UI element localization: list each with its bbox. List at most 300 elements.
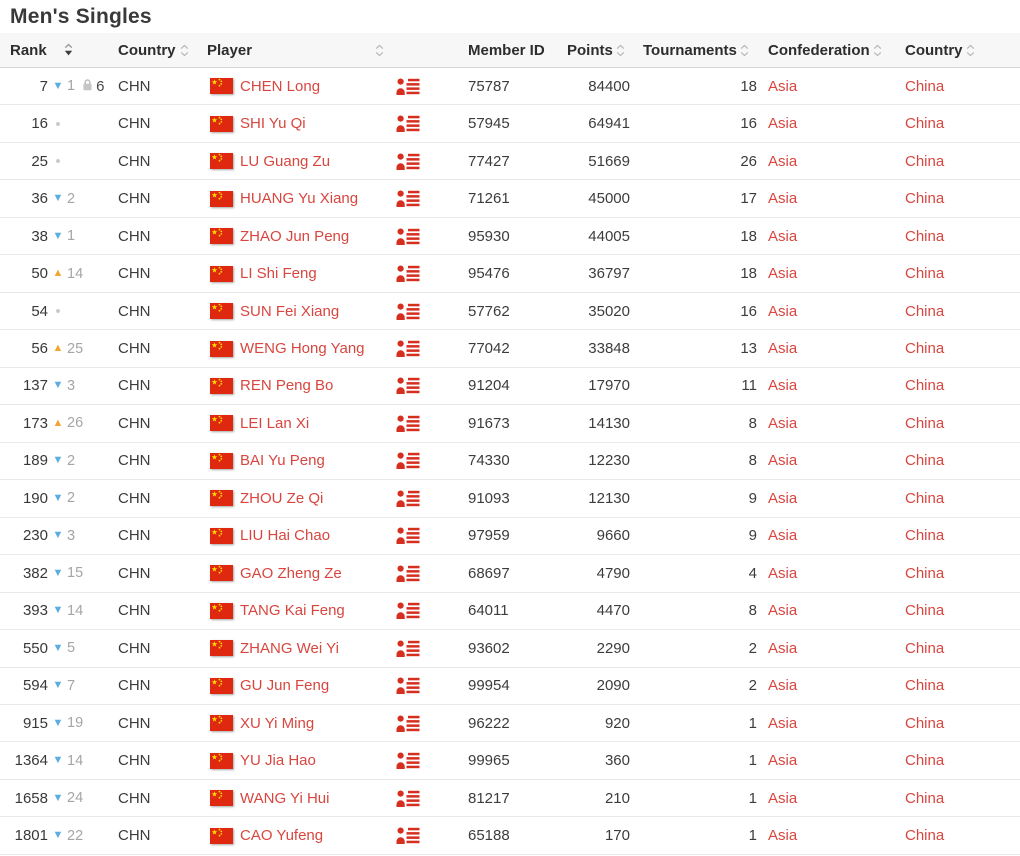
player-cell [203, 705, 456, 741]
player-cell [203, 443, 456, 479]
rank-change-value: 7 [67, 677, 76, 694]
rank-cell [0, 330, 110, 366]
rank-number: 1658 [14, 789, 48, 807]
country-cell [897, 780, 1020, 816]
rank-change-indicator: ▼ [52, 791, 64, 804]
player-cell [203, 68, 456, 104]
points: 33848 [588, 340, 630, 358]
confederation-cell [760, 330, 897, 366]
player-name-link[interactable]: HUANG Yu Xiang [240, 190, 359, 208]
points: 51669 [588, 152, 630, 170]
rank-number: 230 [22, 527, 48, 545]
country-link[interactable]: China [905, 340, 945, 358]
rank-number: 594 [22, 677, 48, 695]
tournaments: 18 [740, 77, 757, 95]
rank-change-indicator: ▼ [52, 829, 64, 842]
confederation-cell [760, 518, 897, 554]
points: 4470 [596, 602, 630, 620]
sort-icon[interactable] [375, 44, 384, 57]
points: 36797 [588, 265, 630, 283]
player-name-link[interactable]: SUN Fei Xiang [240, 302, 340, 320]
member-id: 99965 [468, 752, 510, 770]
rank-number: 56 [31, 340, 48, 358]
member-id: 97959 [468, 527, 510, 545]
rank-change-indicator [51, 159, 65, 163]
member-id: 68697 [468, 564, 510, 582]
country-cell [897, 368, 1020, 404]
rank-change-indicator: ▲ [52, 267, 64, 280]
country-link[interactable]: China [905, 227, 945, 245]
table-row [0, 480, 1020, 517]
china-flag-icon [210, 116, 233, 132]
player-name-link[interactable]: CAO Yufeng [240, 827, 324, 845]
tournaments: 18 [740, 265, 757, 283]
points: 45000 [588, 190, 630, 208]
player-name-link[interactable]: SHI Yu Qi [240, 115, 306, 133]
rank-change-indicator: ▼ [52, 529, 64, 542]
confederation-link[interactable]: Asia [768, 752, 798, 770]
country-code: CHN [118, 752, 151, 770]
rank-cell [0, 368, 110, 404]
member-id: 75787 [468, 77, 510, 95]
player-profile-icon[interactable] [396, 527, 420, 544]
china-flag-icon [210, 828, 233, 844]
column-header-country-code[interactable] [110, 33, 203, 67]
table-row [0, 143, 1020, 180]
country-code: CHN [118, 265, 151, 283]
country-link[interactable]: China [905, 190, 945, 208]
player-name-link[interactable]: REN Peng Bo [240, 377, 334, 395]
confederation-link[interactable]: Asia [768, 265, 798, 283]
sort-icon[interactable] [180, 44, 189, 57]
confederation-link[interactable]: Asia [768, 227, 798, 245]
country-code: CHN [118, 115, 151, 133]
country-link[interactable]: China [905, 752, 945, 770]
table-row [0, 405, 1020, 442]
china-flag-icon [210, 78, 233, 94]
player-profile-icon[interactable] [396, 452, 420, 469]
country-cell [897, 705, 1020, 741]
player-profile-icon[interactable] [396, 640, 420, 657]
confederation-cell [760, 705, 897, 741]
rank-number: 382 [22, 564, 48, 582]
player-cell [203, 518, 456, 554]
member-id: 93602 [468, 639, 510, 657]
rank-cell [0, 555, 110, 591]
player-profile-icon[interactable] [396, 265, 420, 282]
player-profile-icon[interactable] [396, 827, 420, 844]
table-row [0, 742, 1020, 779]
country-link[interactable]: China [905, 452, 945, 470]
table-row [0, 593, 1020, 630]
player-name-link[interactable]: GU Jun Feng [240, 677, 330, 695]
no-change-dot [56, 159, 60, 163]
player-name-link[interactable]: CHEN Long [240, 77, 321, 95]
confederation-link[interactable]: Asia [768, 115, 798, 133]
confederation-cell [760, 480, 897, 516]
rank-change-indicator: ▼ [52, 641, 64, 654]
tournaments: 9 [748, 489, 757, 507]
table-row [0, 330, 1020, 367]
confederation-cell [760, 105, 897, 141]
china-flag-icon [210, 528, 233, 544]
player-cell [203, 593, 456, 629]
rank-number: 38 [31, 227, 48, 245]
column-label: Points [567, 41, 613, 59]
country-code: CHN [118, 489, 151, 507]
rank-change-indicator: ▼ [52, 491, 64, 504]
country-cell [897, 518, 1020, 554]
country-cell [897, 668, 1020, 704]
player-name-link[interactable]: ZHOU Ze Qi [240, 489, 324, 507]
rank-change-value: 24 [67, 790, 84, 807]
confederation-link[interactable]: Asia [768, 77, 798, 95]
rank-change-indicator: ▼ [52, 754, 64, 767]
table-row [0, 555, 1020, 592]
rank-cell [0, 518, 110, 554]
china-flag-icon [210, 341, 233, 357]
sort-icon[interactable] [740, 44, 749, 57]
rank-change-indicator: ▲ [52, 342, 64, 355]
column-label: Country [905, 41, 963, 59]
column-header-tournaments[interactable] [632, 33, 760, 67]
member-id: 65188 [468, 827, 510, 845]
sort-icon[interactable] [616, 44, 625, 57]
confederation-cell [760, 218, 897, 254]
points: 17970 [588, 377, 630, 395]
country-link[interactable]: China [905, 377, 945, 395]
rank-change-value: 2 [67, 190, 76, 207]
confederation-link[interactable]: Asia [768, 340, 798, 358]
member-id: 96222 [468, 714, 510, 732]
country-cell [897, 105, 1020, 141]
country-cell [897, 293, 1020, 329]
column-header-player[interactable] [203, 33, 456, 67]
rank-change-indicator: ▼ [52, 716, 64, 729]
confederation-cell [760, 742, 897, 778]
member-id: 91673 [468, 414, 510, 432]
player-profile-icon[interactable] [396, 340, 420, 357]
china-flag-icon [210, 678, 233, 694]
player-profile-icon[interactable] [396, 677, 420, 694]
country-code: CHN [118, 302, 151, 320]
table-row [0, 180, 1020, 217]
member-id: 64011 [468, 602, 509, 620]
sort-icon[interactable] [966, 44, 975, 57]
tournaments: 13 [740, 340, 757, 358]
player-cell [203, 105, 456, 141]
sort-active-icon[interactable] [63, 43, 74, 57]
column-label: Tournaments [643, 41, 737, 59]
country-code: CHN [118, 452, 151, 470]
tournaments: 2 [748, 677, 757, 695]
player-cell [203, 368, 456, 404]
rank-change-value: 15 [67, 565, 84, 582]
rank-change-value: 5 [67, 640, 76, 657]
points: 12130 [588, 489, 630, 507]
country-code: CHN [118, 639, 151, 657]
rank-change-value: 1 [67, 228, 76, 245]
player-name-link[interactable]: BAI Yu Peng [240, 452, 325, 470]
rank-change-value: 14 [67, 752, 84, 769]
player-name-link[interactable]: XU Yi Ming [240, 714, 315, 732]
rank-change-value: 14 [67, 265, 84, 282]
country-link[interactable]: China [905, 564, 945, 582]
confederation-cell [760, 555, 897, 591]
country-link[interactable]: China [905, 115, 945, 133]
confederation-link[interactable]: Asia [768, 789, 798, 807]
china-flag-icon [210, 266, 233, 282]
country-code: CHN [118, 714, 151, 732]
country-code: CHN [118, 827, 151, 845]
player-profile-icon[interactable] [396, 228, 420, 245]
tournaments: 9 [748, 527, 757, 545]
rank-change-value: 26 [67, 415, 84, 432]
rank-number: 1364 [14, 752, 48, 770]
rank-change-value: 2 [67, 490, 76, 507]
column-label: Rank [10, 41, 47, 59]
country-cell [897, 143, 1020, 179]
country-cell [897, 817, 1020, 853]
member-id: 95930 [468, 227, 510, 245]
player-name-link[interactable]: WENG Hong Yang [240, 340, 365, 358]
confederation-cell [760, 293, 897, 329]
confederation-link[interactable]: Asia [768, 827, 798, 845]
country-code: CHN [118, 527, 151, 545]
points: 44005 [588, 227, 630, 245]
country-cell [897, 405, 1020, 441]
confederation-link[interactable]: Asia [768, 639, 798, 657]
country-code: CHN [118, 564, 151, 582]
player-name-link[interactable]: LI Shi Feng [240, 265, 317, 283]
rank-cell [0, 218, 110, 254]
player-name-link[interactable]: TANG Kai Feng [240, 602, 345, 620]
country-code: CHN [118, 152, 151, 170]
player-profile-icon[interactable] [396, 490, 420, 507]
player-name-link[interactable]: ZHANG Wei Yi [240, 639, 339, 657]
column-header-member-id[interactable] [456, 33, 560, 67]
rank-change-indicator: ▲ [52, 416, 64, 429]
confederation-cell [760, 443, 897, 479]
column-header-country[interactable] [897, 33, 1020, 67]
country-link[interactable]: China [905, 77, 945, 95]
member-id: 77042 [468, 340, 510, 358]
confederation-link[interactable]: Asia [768, 602, 798, 620]
player-cell [203, 330, 456, 366]
china-flag-icon [210, 715, 233, 731]
rank-cell [0, 68, 110, 104]
rank-number: 915 [22, 714, 48, 732]
country-cell [897, 742, 1020, 778]
china-flag-icon [210, 790, 233, 806]
column-header-points[interactable] [560, 33, 632, 67]
country-code: CHN [118, 190, 151, 208]
rank-change-value: 25 [67, 340, 84, 357]
confederation-cell [760, 180, 897, 216]
table-row [0, 368, 1020, 405]
player-name-link[interactable]: LIU Hai Chao [240, 527, 331, 545]
china-flag-icon [210, 303, 233, 319]
confederation-link[interactable]: Asia [768, 190, 798, 208]
table-row [0, 780, 1020, 817]
country-link[interactable]: China [905, 789, 945, 807]
country-code: CHN [118, 340, 151, 358]
rank-cell [0, 742, 110, 778]
country-link[interactable]: China [905, 827, 945, 845]
china-flag-icon [210, 640, 233, 656]
player-profile-icon[interactable] [396, 303, 420, 320]
country-link[interactable]: China [905, 639, 945, 657]
confederation-cell [760, 630, 897, 666]
lock-icon [82, 78, 93, 95]
rank-change-value: 2 [67, 452, 76, 469]
country-link[interactable]: China [905, 714, 945, 732]
rank-change-indicator: ▼ [52, 192, 64, 205]
player-profile-icon[interactable] [396, 415, 420, 432]
country-code: CHN [118, 77, 151, 95]
rank-cell [0, 817, 110, 853]
country-link[interactable]: China [905, 602, 945, 620]
player-profile-icon[interactable] [396, 78, 420, 95]
confederation-link[interactable]: Asia [768, 302, 798, 320]
table-row [0, 518, 1020, 555]
tournaments: 16 [740, 302, 757, 320]
rank-change-indicator: ▼ [52, 566, 64, 579]
player-name-link[interactable]: LEI Lan Xi [240, 414, 310, 432]
tournaments: 1 [748, 752, 757, 770]
member-id: 95476 [468, 265, 510, 283]
player-cell [203, 293, 456, 329]
tournaments: 8 [748, 602, 757, 620]
no-change-dot [56, 309, 60, 313]
rank-number: 550 [22, 639, 48, 657]
country-link[interactable]: China [905, 152, 945, 170]
country-link[interactable]: China [905, 414, 945, 432]
column-label: Member ID [468, 41, 545, 59]
rank-number: 16 [31, 115, 48, 133]
china-flag-icon [210, 490, 233, 506]
points: 84400 [588, 77, 630, 95]
rank-cell [0, 180, 110, 216]
points: 35020 [588, 302, 630, 320]
player-name-link[interactable]: ZHAO Jun Peng [240, 227, 350, 245]
confederation-cell [760, 405, 897, 441]
points: 12230 [588, 452, 630, 470]
player-cell [203, 630, 456, 666]
country-cell [897, 630, 1020, 666]
player-name-link[interactable]: LU Guang Zu [240, 152, 331, 170]
player-profile-icon[interactable] [396, 565, 420, 582]
china-flag-icon [210, 603, 233, 619]
player-name-link[interactable]: GAO Zheng Ze [240, 564, 342, 582]
player-cell [203, 405, 456, 441]
china-flag-icon [210, 565, 233, 581]
player-profile-icon[interactable] [396, 752, 420, 769]
player-profile-icon[interactable] [396, 377, 420, 394]
rank-number: 1801 [14, 827, 48, 845]
country-cell [897, 68, 1020, 104]
rank-number: 36 [31, 190, 48, 208]
confederation-link[interactable]: Asia [768, 714, 798, 732]
country-code: CHN [118, 677, 151, 695]
player-cell [203, 555, 456, 591]
protected-rank-value: 6 [96, 77, 105, 95]
country-link[interactable]: China [905, 677, 945, 695]
tournaments: 1 [748, 714, 757, 732]
country-link[interactable]: China [905, 489, 945, 507]
confederation-cell [760, 817, 897, 853]
points: 920 [604, 714, 630, 732]
china-flag-icon [210, 415, 233, 431]
player-profile-icon[interactable] [396, 115, 420, 132]
table-row [0, 705, 1020, 742]
rank-change-value: 3 [67, 377, 76, 394]
points: 4790 [596, 564, 630, 582]
tournaments: 26 [740, 152, 757, 170]
points: 2090 [596, 677, 630, 695]
player-profile-icon[interactable] [396, 153, 420, 170]
player-profile-icon[interactable] [396, 715, 420, 732]
title-bar [0, 0, 1020, 33]
confederation-link[interactable]: Asia [768, 152, 798, 170]
column-label: Country [118, 41, 176, 59]
table-row [0, 293, 1020, 330]
confederation-link[interactable]: Asia [768, 452, 798, 470]
points: 210 [604, 789, 630, 807]
rank-number: 50 [31, 265, 48, 283]
country-code: CHN [118, 227, 151, 245]
rank-cell [0, 255, 110, 291]
rank-cell [0, 593, 110, 629]
rank-number: 7 [39, 77, 48, 95]
confederation-link[interactable]: Asia [768, 527, 798, 545]
country-link[interactable]: China [905, 302, 945, 320]
column-header-confederation[interactable] [760, 33, 897, 67]
country-cell [897, 593, 1020, 629]
rank-change-value: 1 [67, 78, 76, 95]
confederation-link[interactable]: Asia [768, 677, 798, 695]
confederation-cell [760, 593, 897, 629]
confederation-link[interactable]: Asia [768, 377, 798, 395]
player-name-link[interactable]: YU Jia Hao [240, 752, 316, 770]
table-row [0, 443, 1020, 480]
confederation-link[interactable]: Asia [768, 489, 798, 507]
confederation-cell [760, 668, 897, 704]
country-link[interactable]: China [905, 265, 945, 283]
country-cell [897, 555, 1020, 591]
country-cell [897, 443, 1020, 479]
player-profile-icon[interactable] [396, 790, 420, 807]
confederation-link[interactable]: Asia [768, 414, 798, 432]
sort-icon[interactable] [873, 44, 882, 57]
country-link[interactable]: China [905, 527, 945, 545]
country-cell [897, 330, 1020, 366]
member-id: 71261 [468, 190, 510, 208]
column-header-rank[interactable] [0, 33, 110, 67]
tournaments: 11 [741, 377, 757, 395]
table-row [0, 630, 1020, 667]
player-cell [203, 143, 456, 179]
table-row [0, 68, 1020, 105]
country-code: CHN [118, 377, 151, 395]
confederation-link[interactable]: Asia [768, 564, 798, 582]
confederation-cell [760, 143, 897, 179]
player-profile-icon[interactable] [396, 190, 420, 207]
player-name-link[interactable]: WANG Yi Hui [240, 789, 330, 807]
player-cell [203, 817, 456, 853]
points: 9660 [596, 527, 630, 545]
player-profile-icon[interactable] [396, 602, 420, 619]
